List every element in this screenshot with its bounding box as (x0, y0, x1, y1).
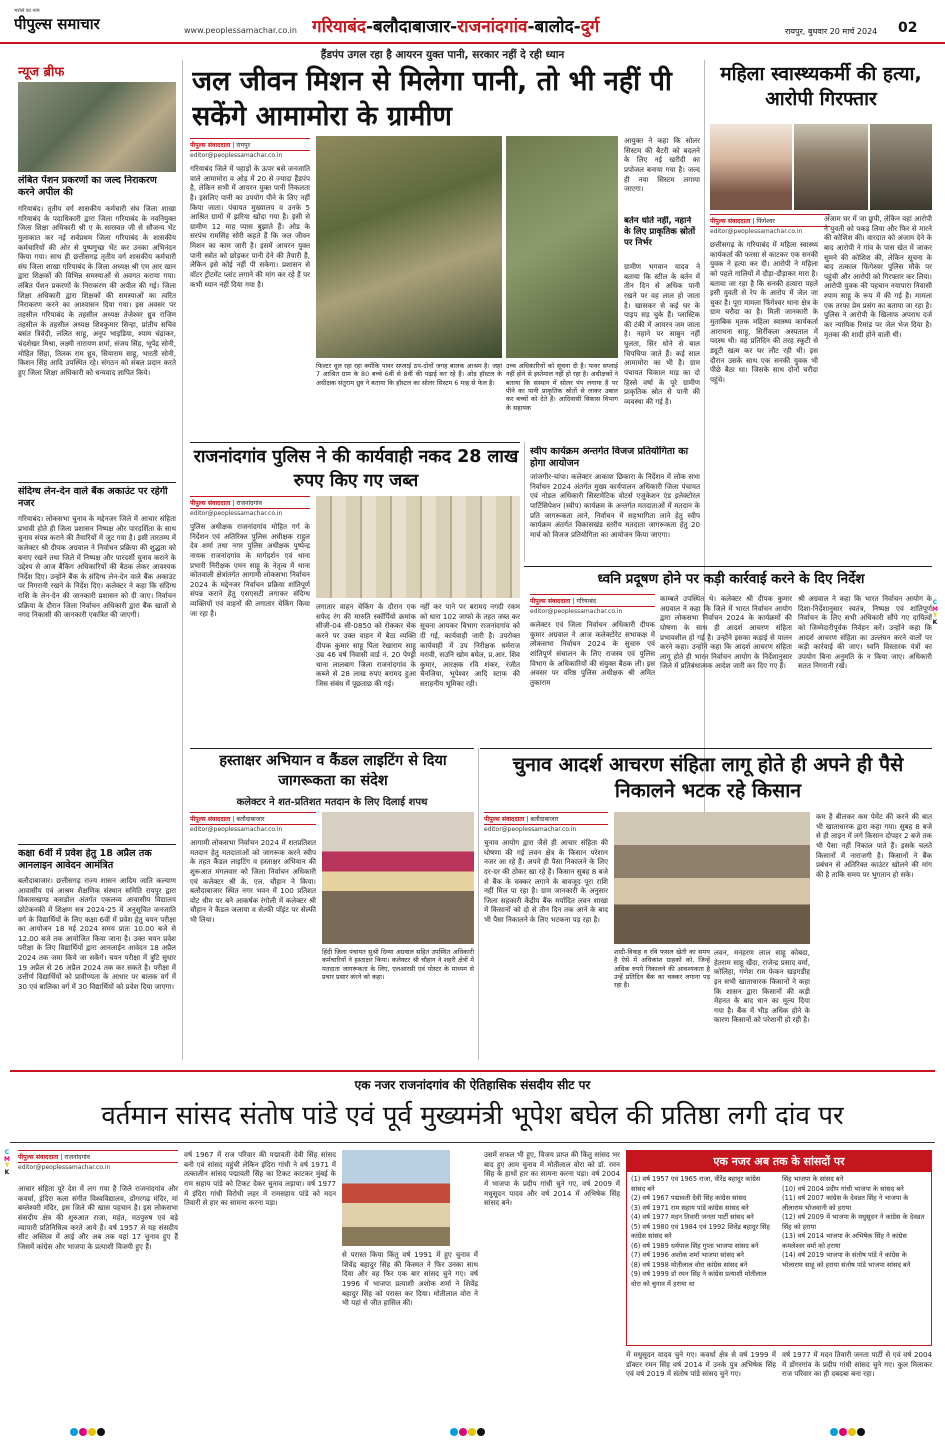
candle-byline-place: बलौदाबाजार (236, 816, 265, 823)
farmers-caption: शादी-विवाह व रवि फसल खेती का समय है ऐसे में अधिकांश ग्राहकों को, जिन्हें अधिक रुपये निकालने की आवश्यकता है उन्हें प्रतिदिन बैंक का चक्कर लगाना पड़ रहा है। (614, 948, 710, 990)
seat-col3: से परास्त किया किंतु वर्ष 1991 में हुए चुनाव में शिवेंद्र बहादुर सिंह की किस्मत ने फिर उनका साथ दिया और वह फिर एक बार सांसद चुने गए। वर्ष 1996 में भाजपा प्रत्याशी अशोक शर्मा ने शिवेंद्र बहादुर सिंह को परास्त कर दिया। मोतीलाल वोरा ने भी यहां से जीत हासिल की। (342, 1250, 478, 1308)
water-photo-2 (506, 136, 618, 358)
mp-bottom-2: वर्ष 1977 में मदन तिवारी जनता पार्टी से एवं वर्ष 2004 में डोंगरगांव के प्रदीप गांधी सांसद चुने गए। कुल मिलाकर राज परिवार का ही दबदबा बना रहा। (782, 1350, 932, 1379)
seat-headline: वर्तमान सांसद संतोष पांडे एवं पूर्व मुख्यमंत्री भूपेश बघेल की प्रतिष्ठा लगी दांव पर (101, 1101, 844, 1131)
water-byline-source: पीपुल्स संवाददाता (190, 142, 231, 149)
water-kicker: हैंडपंप उगल रहा है आयरन युक्त पानी, सरकार नहीं दे रही ध्यान (320, 49, 565, 61)
nurse-email: editor@peoplessamachar.co.in (710, 228, 803, 235)
sweep-headline: स्वीप कार्यक्रम अन्तर्गत विजज प्रतियोगिता का होगा आयोजन (530, 446, 689, 470)
news-brief-photo (18, 82, 176, 172)
water-photo (316, 136, 502, 358)
brief1-title: लंबित पेंशन प्रकरणों का जल्द निराकरण करने अपील की (18, 175, 157, 199)
noise-email: editor@peoplessamachar.co.in (530, 608, 623, 615)
mp-list-title: एक नजर अब तक के सांसदों पर (627, 1151, 931, 1172)
candle-headline: हस्ताक्षर अभियान व कैंडल लाइटिंग से दिया जागरूकता का संदेश (219, 753, 447, 789)
masthead-url: www.peoplessamachar.co.in (184, 26, 297, 35)
farmers-col1: चुनाव आयोग द्वारा जैसे ही आचार संहिता की घोषणा की गई लवन क्षेत्र के किसान परेशान नजर आ रहे हैं। अपने ही पैसा निकालने के लिए दर-दर की ठोकर खा रहे हैं। किसान सुबह 8 बजे से बैंक के चक्कर लगाने के बावजूद पूरा राशि नहीं मिल पा रहा है। ग्राम जानकारी के अनुसार जिला सहकारी केंद्रीय बैंक मर्यादित लवन शाखा में किसानों को दो से तीन दिन तक आने के बाद भी पैसा निकालने के लिए भटकना पड़ रहा है। (484, 838, 608, 925)
brief2-title: संदिग्ध लेन-देन वाले बैंक अकाउंट पर रहेगी नजर (18, 486, 168, 510)
mp-item-5: (5) वर्ष 1980 एवं 1984 एवं 1992 शिवेंद्र बहादुर सिंह कांग्रेस सांसद बने (631, 1222, 770, 1241)
nurse-photo-scene (870, 124, 932, 210)
noise-byline-place: गरियाबंद (576, 598, 597, 605)
water-subhead: बर्तन धोते नहीं, नहाने के लिए प्राकृतिक स्रोतों पर निर्भर (624, 216, 696, 249)
farmers-byline: पीपुल्स संवाददाता | बलौदाबाजार (484, 812, 608, 825)
candle-byline: पीपुल्स संवाददाता | बलौदाबाजार (190, 812, 316, 825)
police-col3: नहीं कर पाने पर बरामद नगदी रकम को धारा 102 जाफो के तहत जब्त कर सूचना आयकर विभाग राजनांदगांव को दी गई, कार्यवाही जारी है। उपरोक्त कार्यवाही में उप निरीक्षक धर्मराज मरावी, सउनि खोम बघेल, प्र.आर. शिव कुमार, आरक्षक रवि शंकर, रंजीत चैनजिया, भूपेश्वर आदि स्टाफ की सराहनीय भूमिका रही। (420, 602, 520, 689)
farmers-rule (478, 748, 479, 1060)
noise-top-rule (524, 566, 932, 567)
masthead-logo (14, 8, 184, 38)
police-byline-place: राजनांदगांव (236, 500, 262, 507)
police-byline: पीपुल्स संवाददाता | राजनांदगांव (190, 496, 310, 509)
nurse-col2: अंजाम घर में जा छुपी, लेकिन वहां आरोपी ने युवती को पकड़ लिया और फिर से मारने की कोशिश की। वारदात को अंजाम देने के बाद आरोपी ने गांव के पास खेत में जाकर सुमने की कोशिश की, लेकिन सूचना के बाद तत्काल फिंगेश्वर पुलिस मौके पर पहुंची और आरोपी को गिरफ्तार कर लिया। आरोपी युवक की पहचान नयापारा निवासी श्याम साहू के रूप में की गई है। मामला एक तरफा प्रेम प्रसंग का बताया जा रहा है। पुलिस ने आरोपी के खिलाफ अपराध दर्ज कर न्यायिक रिमांड पर जेल भेज दिया है। मृतका की शादी होने वाली थी। (824, 214, 932, 339)
mp-item-9b: सिंह भाजपा के सांसद बने (782, 1175, 844, 1183)
region-5: दुर्ग (580, 17, 600, 37)
brief3-title: कक्षा 6वीं में प्रवेश हेतु 18 अप्रैल तक आनलाइन आवेदन आमंत्रित (18, 848, 152, 872)
water-caption: फिल्टर धूल रहा रहा क्योंकि पावर सप्लाई ठप-दोनों जगह बालक आश्रम है। जहां 7 आश्रित ग्राम के 80 बच्चे 6वीं से 8वीं की पढ़ाई कर रहे हैं। ओड़ हॉस्टल के अधीक्षक संतुराम ध्रुव ने बताया कि हॉस्टल का सोलर सिस्टम 6 माह से फेल है। (316, 362, 502, 387)
nurse-photo-accused (794, 124, 868, 210)
farmers-email: editor@peoplessamachar.co.in (484, 826, 577, 833)
brief1-text: गरियाबंद। तृतीय वर्ग शासकीय कर्मचारी संघ जिला शाखा गरियाबंद के पदाधिकारी द्वारा जिला गरियाबंद के नवनियुक्त जिला शिक्षा अधिकारी श्री ए के सारस्वत जी से सौजन्य भेंट मुलाकात कर नई सर्वप्रथम जिला गरियाबंद के शासकीय कर्मचारियों की ओर से पुष्पगुच्छ भेंट कर उनका अभिनंदन किया गया। साथ ही छत्तीसगढ़ तृतीय वर्ग शासकीय कर्मचारी संघ जिला शाखा गरियाबंद के जिला अध्यक्ष श्री एम आर खान द्वारा शिक्षकों की विभिन्न समस्याओं से अवगत कराया गया। लंबित पेंशन प्रकरणों के निराकरण की अपील की गई। जिला शिक्षा अधिकारी द्वारा शिक्षकों की समस्याओं का त्वरित निराकरण करने का आश्वासन दिया गया। इस अवसर पर तहसील गरियाबंद के तहसील अध्यक्ष तेजेश्वर ध्रुव राजिम तहसील के तहसील अध्यक्ष शिवकुमार सिन्हा, प्रांतीय सचिव बसंत त्रिवेदी, ललित साहू, अनूप भाइडिया, श्याम चंद्राकर, चंदशेखर मिश्रा, लक्ष्मी नारायण शर्मा, संजय सिंह, भूपेंद्र सोनी, मोहित सिंहा, तिलक राम ध्रुव, सियाराम साहू, भारती सोनी, किशन सिंह आदि उपस्थित रहे। संगठन को संबल प्रदान करते हुए जिला शिक्षा अधिकारी को धन्यवाद ज्ञापित किये। (18, 204, 176, 377)
cmyk-mark-left: C M Y K (4, 1149, 10, 1176)
brief-divider-1 (18, 482, 176, 483)
farmers-top-rule (480, 748, 932, 749)
mp-item-14: (14) वर्ष 2019 भाजपा के संतोष पांडे ने कांग्रेस के भोलाराम साहू को हराया संतोष पांडे भाजपा सांसद बने (782, 1251, 911, 1269)
seat-email: editor@peoplessamachar.co.in (18, 1164, 111, 1171)
noise-col1: कलेक्टर एवं जिला निर्वाचन अधिकारी दीपक कुमार अग्रवाल ने आज कलेक्टोरेट सभाकक्ष में लोकसभा निर्वाचन 2024 के सुचारु एवं शांतिपूर्ण संचालन के लिए राजस्व एवं पुलिस विभाग के अधिकारियों की संयुक्त बैठक ली। इस अवसर पर वरिष्ठ पुलिस अधीक्षक श्री अमित तुकाराम (530, 620, 655, 687)
seat-kicker: एक नजर राजनांदगांव की ऐतिहासिक संसदीय सीट पर (354, 1078, 591, 1092)
farmers-col3: लवन, मनहरण लाल साहू कोबदा, हेतराम साहू खैंदा, राजेन्द्र प्रसाद वर्मा, कोलिहा, गणेश राम फेकन खड़गडीह इन सभी खाताधारक किसानों ने कहा कि शासन द्वारा किसानों की कड़ी मेहनत के बाद धान का मूल्य दिया गया है। बैंक में भीड़ अधिक होने के कारण किसानों को परेशानी हो रही है। (714, 948, 810, 1025)
brief3-text: बलौदाबाजार। छत्तीसगढ़ राज्य शासन आदिम जाति कल्याण आवासीय एवं आश्रम शैक्षणिक संस्थान समिति रायपुर द्वारा विकासखण्ड कसडोल अंतर्गत एकलव्य आवासीय विद्यालय छोटेकनकी में शिक्षण सत्र 2024-25 में अनुसूचित जनजाति वर्ग के विद्यार्थियों के लिए कक्षा 6वीं में प्रवेश हेतु चयन परीक्षा का आयोजन 18 मई 2024 समय प्रातः 10.00 बजे से 12.00 बजे तक आयोजित किया जाना है। उक्त चयन प्रवेश परीक्षा के लिए विद्यार्थियों द्वारा आनलाईन आवेदन 18 अप्रैल 2024 तक जमा किये जा सकेंगे। चयन परीक्षा में त्रुटि सुधार 19 अप्रैल से 26 अप्रैल 2024 तक कर सकते है। परीक्षा में उत्तीर्ण विद्यार्थियों को प्रावीण्यता के आधार पर बालक वर्ग में 30 एवं बालिका वर्ग में 30 विद्यार्थियों को प्रवेश दिया जाएगा। (18, 876, 176, 992)
seat-byline: पीपुल्स संवाददाता | राजनांदगांव (18, 1150, 178, 1163)
sweep-text: जांजगीर-चांपा। कलेक्टर आकाश छिकारा के निर्देशन में लोक सभा निर्वाचन 2024 अंतर्गत मुख्य कार्यपालन अधिकारी जिला पंचायत एवं नोडल अधिकारी सिस्टमेटिक वोटर्स एजुकेशन एंड इलेक्टोरल पार्टिसिपेशन (स्वीप) कार्यक्रम के अन्तर्गत मतदाताओं में मतदान के प्रति जागरूकता लाने, निर्वाचन में सहभागिता लाने हेतु स्वीप कार्यक्रम अंतर्गत विकासखंड स्तरीय मतदाता जागरूकता हेतु 20 मार्च को विजज प्रतियोगिता का आयोजन किया जाएगा। (530, 472, 700, 539)
mp-item-3: (3) वर्ष 1971 राम सहाय पांडे कांग्रेस सांसद बने (631, 1203, 749, 1212)
mp-item-12: (12) वर्ष 2009 में भाजपा के मधुसूदन ने कांग्रेस के देवव्रत सिंह को हराया (782, 1213, 925, 1231)
seat-top-rule (10, 1070, 935, 1072)
cmyk-dots-bottom (0, 1418, 945, 1438)
seat-byline-place: राजनांदगांव (64, 1154, 90, 1161)
water-byline: पीपुल्स संवाददाता | रायपुर (190, 138, 310, 151)
police-byline-source: पीपुल्स संवाददाता (190, 500, 231, 507)
candle-top-rule (190, 748, 474, 749)
noise-col3: श्री अग्रवाल ने कहा कि भारत निर्वाचन आयोग के दिशा-निर्देशानुसार स्वतंत्र, निष्पक्ष एवं शांतिपूर्ण निर्वाचन के लिए सभी अधिकारी सौंपे गए दायित्वों को जिम्मेदारीपूर्वक निर्वहन करें। उन्होंने कहा कि आदर्श आचरण संहिता का उल्लंघन करने वालों पर कड़ी कार्रवाई की जाए। ध्वनि विस्तारक यंत्रों का उपयोग बिना अनुमति के न किया जाए। अधिकारी सतत निगरानी रखें। (798, 594, 932, 671)
news-brief-label: न्यूज ब्रीफ (18, 65, 65, 80)
region-1: गरियाबंद (312, 17, 366, 37)
mp-bottom-1: में मधुसूदन यादव चुने गए। कवर्धा क्षेत्र से वर्ष 1999 में डॉक्टर रमन सिंह वर्ष 2014 में उनके पुत्र अभिषेक सिंह एवं वर्ष 2019 में संतोष पांडे सांसद चुने गए। (626, 1350, 776, 1379)
seat-headline-rule (10, 1142, 935, 1143)
nurse-byline-source: पीपुल्स संवाददाता (710, 218, 751, 225)
seat-photo (342, 1150, 450, 1246)
farmers-byline-source: पीपुल्स संवाददाता (484, 816, 525, 823)
logo-text: पीपुल्स समाचार (14, 15, 100, 33)
noise-headline: ध्वनि प्रदूषण होने पर कड़ी कार्रवाई करने के दिए निर्देश (597, 571, 865, 587)
brief2-text: गरियाबंद। लोकसभा चुनाव के मद्देनजर जिले में आचार संहिता प्रभावी होते ही जिला प्रशासन निष्पक्ष और पारदर्शिता के साथ चुनाव संपन्न कराने की तैयारियों में जुट गया है। इसी तारतम्य में कलेक्टर श्री दीपक अग्रवाल ने निर्वाचन प्रक्रिया की शुद्धता को बनाए रखने तथा जिले में निष्पक्ष और पारदर्शी चुनाव कराने के उद्देश्य से आज बैंकिंग अधिकारियों की बैठक लेकर आवश्यक निर्देश दिए। उन्होंने बैंक के संदिग्ध लेन-देन वाले बैंक अकाउंट पर निगरानी रखने के निर्देश दिए। कलेक्टर ने कहा कि संदिग्ध राशि के लेन-देन की जानकारी प्रशासन को दी जाए। निर्वाचन प्रक्रिया के दौरान जिला निर्वाचन अधिकारी द्वारा बैंक खातों से नगद निकासी की जानकारी एकत्रित की जाएगी। (18, 514, 176, 620)
police-email: editor@peoplessamachar.co.in (190, 510, 283, 517)
page-number: 02 (898, 20, 918, 36)
nurse-col1: छत्तीसगढ़ के गरियाबंद में महिला स्वास्थ्य कार्यकर्ता की फरसा से काटकर एक सनकी युवक ने हत्या कर दी। आरोपी ने महिला को पहले गालियों में दौड़ा-दौड़ाकर मारा है। बताया जा रहा है कि सनकी हत्यारा पहले इसी युवती से रेप के आरोप में जेल जा चुका है। पूरा मामला फिंगेश्वर थाना क्षेत्र के ग्राम चरौदा का है। मिली जानकारी के मुताबिक मृतक महिला स्वास्थ्य कार्यकर्ता आराधना साहू, सिर्रीकला अस्पताल में पदस्थ थी। वह प्रतिदिन की तरह स्कूटी से ड्यूटी खत्म कर घर लौट रही थी। इस दौरान उसके साथ एक सनकी युवक भी पीछे बैठा था। जिसके साथ दोनों चरौदा पहुंचे। (710, 240, 818, 384)
water-email: editor@peoplessamachar.co.in (190, 152, 283, 159)
police-col1: पुलिस अधीक्षक राजनांदगांव मोहित गर्ग के निर्देशन एवं अतिरिक्त पुलिस अधीक्षक राहुल देव शर्मा तथा नगर पुलिस अधीक्षक पुष्पेन्द्र नायक राजनांदगांव के मार्गदर्शन एवं थाना प्रभारी निरीक्षक एमन साहू के नेतृत्व में थाना कोतवाली क्षेत्रांतर्गत आगामी लोकसभा निर्वाचन 2024 के मद्देनजर निर्वाचन प्रक्रिया शांतिपूर्ण संपन्न कराने हेतु एसएसटी लगाकर संदिग्ध व्यक्तियों एवं वाहनों की लगातार चेकिंग किया जा रहा है। (190, 522, 310, 618)
candle-byline-source: पीपुल्स संवाददाता (190, 816, 231, 823)
candle-subhead: कलेक्टर ने शत-प्रतिशत मतदान के लिए दिलाई शपथ (236, 797, 428, 808)
mp-item-2: (2) वर्ष 1967 पद्मावती देवी सिंह कांग्रेस सांसद (631, 1194, 747, 1203)
mp-item-8: (8) वर्ष 1998 मोतीलाल वोरा कांग्रेस सांसद बने (631, 1260, 748, 1269)
seat-col2: वर्ष 1967 में राज परिवार की पद्मावती देवी सिंह सांसद बनी एवं सांसद पहुंची लेकिन इंदिरा गांधी ने वर्ष 1971 में तत्कालीन सांसद पद्मावती सिंह का टिकट काटकर मुंबई के राम सहाय पांडे को टिकट देकर चुनाव लड़ाया। वर्ष 1977 में इंदिरा गांधी विरोधी लहर में रामसहाय पांडे को मदन तिवारी से हार का सामना करना पड़ा। (184, 1150, 336, 1208)
dateline: रायपुर, बुधवार 20 मार्च 2024 (785, 27, 878, 36)
seat-byline-source: पीपुल्स संवाददाता (18, 1154, 59, 1161)
region-title: गरियाबंद-बलौदाबाजार-राजनांदगांव-बालोद-दुर्ग (312, 17, 600, 37)
farmers-col4: कम है बीलकर कम पेमेंट की करने की बात भी खाताधारक द्वारा कहा गया। सुबह 8 बजे से ही लाइन में लगे किसान दोपहर 2 बजे तक भी पैसा नहीं निकाल पाते हैं। इसके चलते किसानों में नाराजगी है। किसानों ने बैंक प्रबंधन से अतिरिक्त काउंटर खोलने की मांग की है ताकि समय पर भुगतान हो सके। (816, 812, 932, 879)
mp-list-box (626, 1150, 932, 1346)
mp-item-4: (4) वर्ष 1977 मदन तिवारी जनता पार्टी सांसद बने (631, 1213, 754, 1222)
water-headline: जल जीवन मिशन से मिलेगा पानी, तो भी नहीं पी सकेंगे आमामोरा के ग्रामीण (192, 66, 672, 133)
mp-item-9: (9) वर्ष 1999 डॉ रमन सिंह ने कांग्रेस प्रत्याशी मोतीलाल वोरा को चुनाव में हराया था (631, 1270, 767, 1289)
farmers-byline-place: बलौदाबाजार (530, 816, 559, 823)
nurse-headline: महिला स्वास्थ्यकर्मी की हत्या, आरोपी गिरफ्तार (720, 63, 922, 110)
region-4: बालोद (534, 17, 574, 37)
water-byline-place: रायपुर (236, 142, 251, 149)
farmers-headline: चुनाव आदर्श आचरण संहिता लागू होते ही अपने ही पैसे निकालने भटक रहे किसान (512, 753, 904, 803)
mp-item-10: (10) वर्ष 2004 प्रदीप गांधी भाजपा के सांसद बने (782, 1184, 904, 1193)
farmers-photo (614, 812, 810, 944)
noise-col2: काम्बले उपस्थित थे। कलेक्टर श्री दीपक कुमार अग्रवाल ने कहा कि जिले में भारत निर्वाचन आयोग द्वारा लोकसभा निर्वाचन 2024 के कार्यक्रमों की घोषणा के साथ ही आदर्श आचरण संहिता प्रभावशील हो गई है। उन्होंने इसका कड़ाई से पालन करने कहा। उन्होंने कहा कि आदर्श आचरण संहिता लागू होते ही भारत निर्वाचन आयोग के निर्देशानुसार जिले में प्रतिबंधात्मक आदेश जारी कर दिए गए हैं। (660, 594, 792, 671)
mp-item-7: (7) वर्ष 1996 अशोक शर्मा भाजपा सांसद बने (631, 1251, 744, 1260)
left-column-rule (182, 60, 183, 1060)
region-3: राजनांदगांव (457, 17, 528, 37)
police-top-rule (190, 442, 520, 443)
mp-item-11: (11) वर्ष 2007 कांग्रेस के देवव्रत सिंह ने भाजपा के लीलाराम भोजवानी को हराया (782, 1194, 909, 1212)
seat-col4: उसमें सफल भी हुए, विजय प्राप्त की किंतु सांसद भर बाद हुए आम चुनाव में मोतीलाल वोरा को डॉ. रमन सिंह के हाथों हार का सामना करना पड़ा। वर्ष 2004 में भाजपा के प्रदीप गांधी चुने गए, वर्ष 2009 में मधुसूदन यादव और वर्ष 2014 में अभिषेक सिंह सांसद बने। (484, 1150, 620, 1208)
nurse-byline-place: फिंगेश्वर (756, 218, 775, 225)
nurse-photo-victim (710, 124, 792, 210)
candle-email: editor@peoplessamachar.co.in (190, 826, 283, 833)
water-col4b: ग्रामीण भगवान यादव ने बताया कि स्टील के बर्तन में तीन दिन से अधिक पानी रखने पर वह लाल हो जाता है। खासकर से कई घर के पाइप सड़ चुके हैं। प्लास्टिक की टंकी में आयरन जम जाता है। नहाने पर साबुन नहीं घुलता, सिर धोने से बाल चिपचिपा जाते हैं। कई साल आमामोरा का भी है। ग्राम पंचायत चिकाल माड़ का दो हिस्से वर्षा के पूरे ग्रामीण प्राकृतिक स्रोत से पानी की व्यवस्था की गई है। (624, 262, 700, 406)
mp-item-1: (1) वर्ष 1957 एवं 1965 राजा, वीरेंद्र बहादुर कांग्रेस सांसद बने (631, 1175, 761, 1193)
candle-caption: हिंदी जिला पंचायत सुश्री दिव्या अग्रवाल सहित उपस्थित अधिकारी कर्मचारियों ने हस्ताक्षर किया। कलेक्टर श्री चौहान ने शहरी क्षेत्रों में मतदाता जागरूकता के लिए, एलआरसी एवं पोस्टर के माध्यम से प्रचार प्रसार करने को कहा। (322, 948, 474, 981)
masthead (0, 0, 945, 44)
noise-byline: पीपुल्स संवाददाता | गरियाबंद (530, 594, 655, 607)
sweep-rule (524, 442, 525, 562)
candle-photo (322, 812, 474, 944)
cmyk-mark-right: C M Y K (932, 599, 938, 626)
water-col4a: आयुक्त ने कहा कि सोलर सिस्टम की बैटरी को बदलने के लिए नई खरीदी का प्रपोजल बनाया गया है। जल्द ही नया सिस्टम लगाया जाएगा। (624, 136, 700, 194)
candle-col1: आगामी लोकसभा निर्वाचन 2024 में शतप्रतिशत मतदान हेतु मतदाताओं को जागरूक करने स्वीप के तहत कैंडल लाइटिंग व हस्ताक्षर अभियान की शुरूआत मंगलवार को जिला निर्वाचन अधिकारी एवं कलेक्टर श्री के. एल. चौहान ने किया। बलौदाबाजार स्थित नगर भवन में 100 प्रतिशत वोट थीम पर बने आकर्षक रंगोली में कलेक्टर श्री चौहान ने कैंडल जलाया व सेल्फी पॉइंट पर सेल्फी भी लिया। (190, 838, 316, 925)
noise-byline-source: पीपुल्स संवाददाता (530, 598, 571, 605)
mp-item-6: (6) वर्ष 1989 धर्मपाल सिंह गुप्ता भाजपा सांसद बने (631, 1241, 759, 1250)
logo-tagline: भरोसे का नाम (14, 8, 40, 14)
nurse-byline: पीपुल्स संवाददाता | फिंगेश्वर (710, 214, 830, 227)
mp-item-13: (13) वर्ष 2014 भाजपा के अभिषेक सिंह ने कांग्रेस कमलेश्वर वर्मा को हराया (782, 1232, 907, 1250)
region-2: बलौदाबाजार (373, 17, 451, 37)
water-col3: उच्च अधिकारियों को सूचना दी है। पावर सप्लाई नहीं होने से इस्तेमाल नहीं हो रहा है। अधीक्षकों ने बताया कि संस्थान में सोलर पंप लगाया है पर पीने का पानी प्राकृतिक स्रोतों से लाकर उबाल कर बच्चों को देते हैं। आदिवासी विकास विभाग के सहायक (506, 362, 618, 412)
police-col2: लगातार वाहन चेकिंग के दौरान एक सफेद रंग की मारुति स्कॉर्पियो क्रमांक सीजी-04 सी-0850 को रोककर चेक करने पर उक्त वाहन में बैठा व्यक्ति दीपक कुमार साहू पिता रेखाराम साहू उम्र 46 वर्ष निवासी वार्ड नं. 20 पेण्ड्री थाना लालबाग जिला राजनांदगांव के कब्जे से 28 लाख रुपए बरामद हुआ जिस संबंध में पूछताछ की गई। (316, 602, 416, 689)
police-cash-photo (316, 496, 520, 598)
brief-divider-2 (18, 844, 176, 845)
police-headline: राजनांदगांव पुलिस ने की कार्यवाही नकद 28 लाख रुपए किए गए जब्त (193, 447, 519, 491)
water-col1: गरियाबंद जिले में पहाड़ों के ऊपर बसे जनजाति वाले आमामोरा व ओड़ में 20 से ज्यादा हैंडपंप है, लेकिन सभी में आयरन युक्त पानी निकलता है। इसलिए पानी का उपयोग पीने के लिए नहीं किया जाता। पंचायत मुख्यालय व उनके 5 आश्रित ग्रामों में झरिया खोदा गया है। इसी से ग्रामीण 12 माह प्यास बुझाते हैं। ओड के सरपंच रामसिंह सोरी कहते हैं कि जल जीवन मिशन का काम जारी है। इसमें आयरन युक्त पानी स्त्रोत को छोड़कर पानी देने की तैयारी है, लेकिन इसे कोई नहीं पी सकेगा। प्रशासन से वॉटर ट्रीटमेंट प्लांट लगाने की मांग कर रहे हैं पर कभी ध्यान नहीं दिया गया है। (190, 164, 310, 289)
seat-col1: आचार संहिता पूरे देश में लग गया है जिले राजनांदगांव और कवर्धा, इंदिरा कला संगीत विश्वविद्यालय, डोंगरगढ़ मंदिर, मां बम्लेश्वरी मंदिर, इस जिले की खास पहचान है। इस लोकसभा संसदीय क्षेत्र की शुरुआत राजा, महंत, मठपुरुष एवं बड़े व्यापारी प्रतिनिधित्व करते आये हैं। वर्ष 1957 से यह संसदीय सीट अस्तित्व में आई और अब तक यहां 17 चुनाव हुए हैं जिसमें कांग्रेस और भाजपा के प्रत्याशी विजयी हुए हैं। (18, 1184, 178, 1251)
